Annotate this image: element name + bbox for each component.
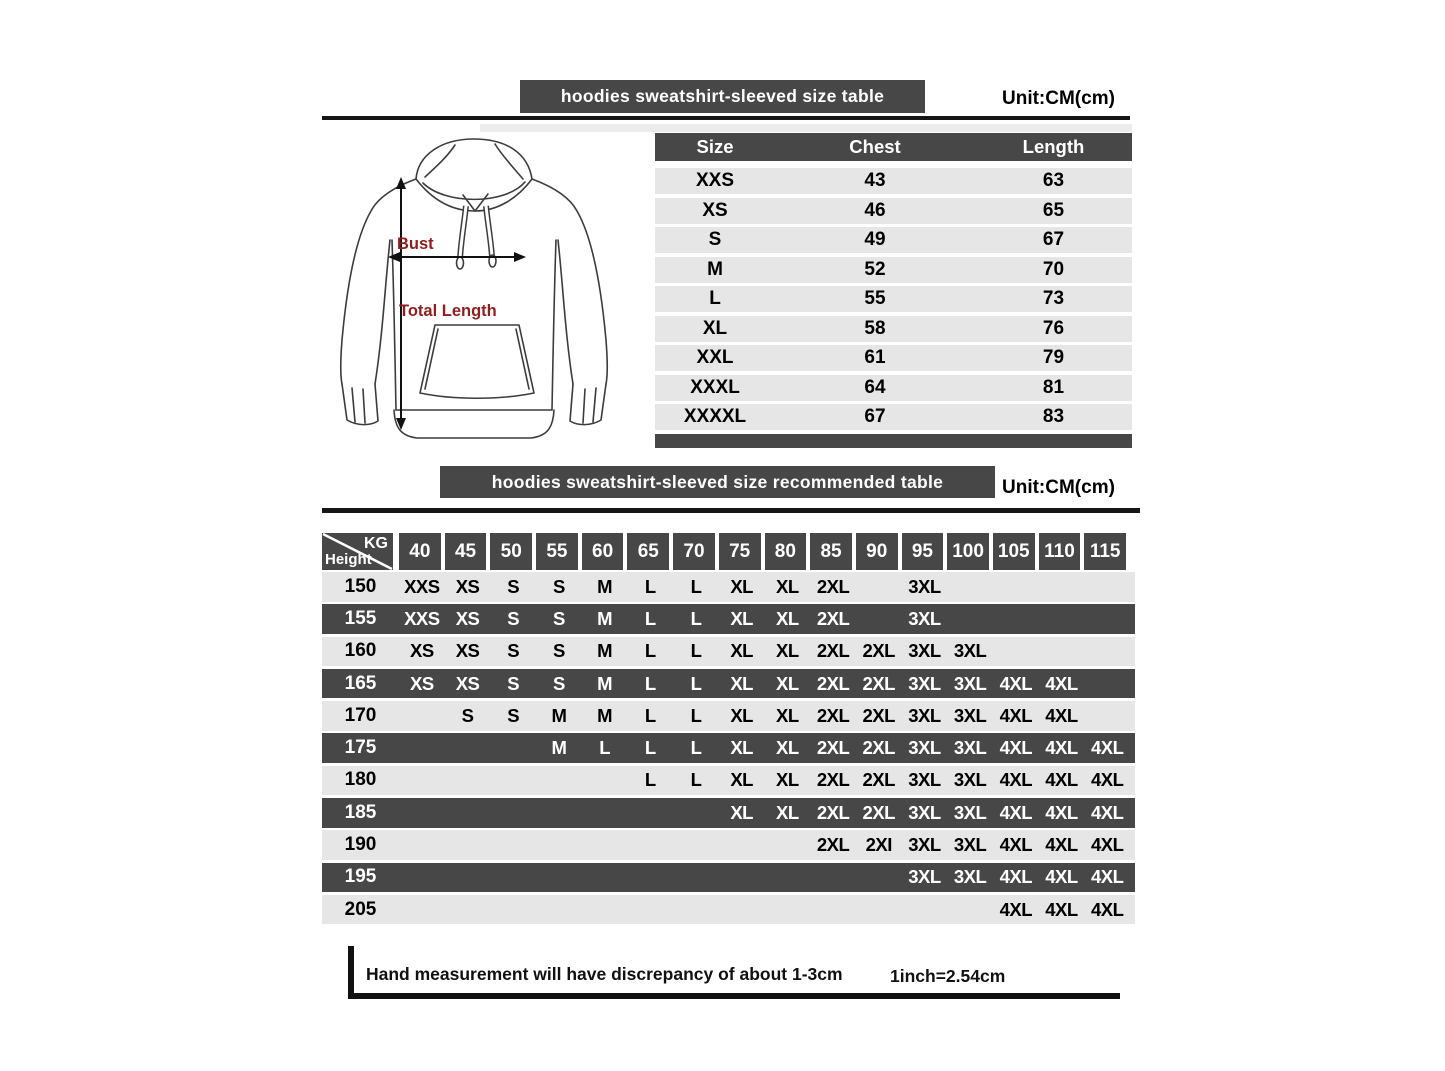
recommend-size-cell: L (644, 769, 656, 791)
recommend-size-cell: L (690, 672, 702, 694)
recommend-size-cell: 4XL (999, 834, 1032, 856)
recommend-size-cell: 4XL (999, 866, 1032, 888)
column-header-length: Length (1022, 136, 1085, 157)
size-table-bottom-bar (655, 434, 1132, 448)
size-table-row (655, 198, 1132, 224)
size-table-cell-length: 73 (1042, 288, 1065, 309)
recommend-size-cell: 2XL (816, 704, 850, 726)
recommend-size-cell: 4XL (1045, 898, 1078, 920)
weight-header-cell: 85 (810, 533, 852, 570)
matrix-header-row (322, 533, 1135, 570)
recommend-size-cell: 2XL (816, 834, 850, 856)
recommend-size-cell: 2XL (862, 769, 895, 791)
recommend-size-cell: 2XL (816, 608, 850, 630)
recommend-size-cell: XL (730, 608, 753, 630)
recommend-row (322, 669, 1135, 699)
weight-header-cell: 55 (536, 533, 578, 570)
recommend-size-cell: 3XL (953, 640, 987, 662)
height-label: 170 (344, 704, 377, 726)
hoodie-line-art (325, 133, 640, 458)
recommend-size-cell: 4XL (999, 898, 1032, 920)
recommend-size-cell: L (690, 640, 702, 662)
recommend-size-cell: M (597, 608, 613, 630)
recommend-size-cell: XS (410, 672, 434, 694)
size-table-cell-chest: 43 (864, 170, 886, 191)
recommend-size-cell: 3XL (908, 640, 941, 662)
recommend-size-cell: L (599, 737, 610, 759)
matrix-body (322, 572, 1135, 924)
footer-horizontal-line (348, 993, 1120, 999)
size-table-row (655, 257, 1132, 283)
size-table-cell-chest: 49 (864, 229, 886, 250)
recommend-size-cell: 4XL (1090, 834, 1124, 856)
recommend-size-cell: S (552, 672, 565, 694)
recommend-row (322, 830, 1135, 860)
size-table-cell-chest: 46 (864, 199, 886, 221)
recommend-size-cell: S (507, 575, 520, 597)
size-table-title: hoodies sweatshirt-sleeved size table (560, 86, 885, 106)
size-table-cell-chest: 61 (864, 347, 886, 368)
recommend-size-cell: 3XL (953, 737, 987, 759)
recommend-size-cell: L (644, 737, 656, 759)
recommend-size-cell: 3XL (953, 801, 987, 823)
recommend-size-cell: XXS (404, 608, 440, 630)
size-table (655, 133, 1132, 448)
drawstrings (457, 206, 497, 269)
recommend-size-cell: 3XL (908, 737, 941, 759)
column-header-chest: Chest (849, 136, 901, 157)
recommend-size-cell: L (644, 575, 656, 597)
height-label: 165 (344, 672, 377, 694)
recommend-size-cell: 2XL (816, 801, 850, 823)
recommend-size-cell: XL (776, 704, 799, 726)
size-table-cell-size: XXL (696, 347, 734, 368)
weight-header-cell: 100 (947, 533, 989, 570)
recommend-size-cell: 4XL (1090, 769, 1124, 791)
recommend-size-cell: XL (776, 737, 799, 759)
recommend-size-cell: 2XL (862, 801, 895, 823)
recommend-size-cell: XL (776, 801, 799, 823)
recommend-size-cell: XL (730, 640, 753, 662)
divider-line-bottom (322, 508, 1140, 513)
recommend-size-cell: 3XL (953, 866, 987, 888)
size-table-cell-size: S (708, 229, 722, 250)
size-table-cell-chest: 55 (864, 288, 886, 309)
weight-header-cell: 45 (445, 533, 487, 570)
recommend-size-cell: 2XL (816, 737, 850, 759)
recommend-size-cell: S (507, 608, 520, 630)
height-label: 180 (344, 769, 377, 791)
weight-header-cell: 60 (582, 533, 624, 570)
recommend-size-cell: XL (776, 608, 799, 630)
recommend-size-cell: 3XL (908, 866, 941, 888)
weight-header-cell: 115 (1084, 533, 1126, 570)
recommend-size-cell: L (690, 704, 702, 726)
recommend-size-cell: XL (776, 672, 799, 694)
recommend-size-cell: 4XL (1090, 737, 1124, 759)
recommend-row (322, 572, 1135, 602)
recommend-size-cell: M (551, 737, 567, 759)
weight-header-cell: 75 (719, 533, 761, 570)
size-table-cell-length: 63 (1042, 170, 1065, 191)
size-table-row (655, 168, 1132, 194)
recommend-size-cell: S (507, 672, 520, 694)
hoodie-measurement-diagram (325, 133, 640, 458)
weight-header-cell: 110 (1039, 533, 1081, 570)
recommend-size-cell: 3XL (908, 834, 941, 856)
height-label: 155 (344, 608, 377, 630)
recommend-size-cell: XL (730, 737, 753, 759)
recommend-size-cell: S (461, 704, 474, 726)
size-table-row (655, 316, 1132, 342)
recommend-size-cell: M (551, 704, 567, 726)
recommend-size-cell: 4XL (999, 704, 1032, 726)
recommend-size-cell: 4XL (999, 672, 1032, 694)
size-table-row (655, 375, 1132, 401)
recommend-size-cell: S (507, 640, 520, 662)
weight-header-cell: 95 (902, 533, 944, 570)
height-label: 190 (344, 834, 377, 856)
weight-header-cell: 105 (993, 533, 1035, 570)
size-table-cell-size: M (707, 258, 723, 280)
recommend-size-cell: 4XL (1090, 898, 1124, 920)
recommend-size-cell: 2XL (862, 640, 895, 662)
height-label: 195 (344, 866, 377, 888)
height-label: 160 (344, 640, 377, 662)
size-table-cell-length: 76 (1042, 317, 1065, 339)
recommend-size-cell: M (597, 640, 613, 662)
recommend-size-cell: XL (776, 640, 799, 662)
weight-header-cell: 65 (627, 533, 669, 570)
size-table-cell-size: XXXXL (683, 406, 747, 427)
recommend-size-cell: 4XL (1045, 769, 1078, 791)
recommend-size-cell: L (690, 575, 702, 597)
size-table-header (655, 133, 1132, 161)
recommend-row (322, 863, 1135, 893)
recommend-size-cell: S (552, 640, 565, 662)
height-label: 175 (344, 737, 377, 759)
recommend-size-cell: L (690, 769, 702, 791)
column-header-size: Size (696, 136, 734, 157)
corner-height-label: Height (325, 551, 372, 568)
recommend-size-cell: M (597, 575, 613, 597)
recommend-size-cell: XS (455, 672, 480, 694)
size-table-cell-chest: 67 (864, 406, 886, 427)
size-table-row (655, 286, 1132, 312)
recommend-size-cell: M (597, 672, 613, 694)
size-table-cell-size: L (709, 288, 721, 309)
recommend-size-cell: 4XL (1045, 737, 1078, 759)
recommend-row (322, 637, 1135, 667)
recommend-size-cell: 3XL (908, 672, 941, 694)
unit-label-top: Unit:CM(cm) (1002, 88, 1115, 109)
recommend-size-cell: XS (455, 608, 480, 630)
recommend-size-cell: 4XL (999, 769, 1032, 791)
size-recommendation-matrix (322, 533, 1135, 924)
recommend-size-cell: 4XL (1045, 866, 1078, 888)
recommend-size-cell: 4XL (1090, 866, 1124, 888)
recommend-row (322, 701, 1135, 731)
size-table-cell-length: 83 (1042, 406, 1065, 427)
recommend-size-cell: 3XL (908, 769, 941, 791)
weight-header-cell: 40 (399, 533, 441, 570)
recommend-size-cell: 2XL (816, 769, 850, 791)
recommend-size-cell: S (507, 704, 520, 726)
recommend-size-cell: 3XL (908, 608, 941, 630)
recommend-size-cell: XL (776, 769, 799, 791)
recommend-size-cell: L (644, 704, 656, 726)
height-label: 205 (344, 898, 377, 920)
size-table-cell-chest: 58 (864, 317, 886, 339)
recommend-size-cell: 4XL (999, 801, 1032, 823)
size-table-cell-size: XL (702, 317, 728, 339)
measurement-note: Hand measurement will have discrepancy of about 1-3cm (366, 964, 843, 984)
weight-header-cell: 70 (673, 533, 715, 570)
weight-header-cell: 50 (490, 533, 532, 570)
size-table-row (655, 345, 1132, 371)
total-length-label: Total Length (399, 302, 497, 320)
size-table-cell-length: 65 (1042, 199, 1065, 221)
recommend-size-cell: XS (455, 640, 480, 662)
recommend-size-cell: XL (730, 769, 753, 791)
recommend-size-cell: L (644, 672, 656, 694)
size-table-cell-length: 79 (1042, 347, 1065, 368)
recommend-size-cell: 4XL (1045, 834, 1078, 856)
height-label: 185 (344, 801, 377, 823)
recommend-row (322, 733, 1135, 763)
size-table-cell-size: XS (702, 199, 728, 221)
recommend-size-cell: L (690, 608, 702, 630)
bust-label: Bust (397, 235, 434, 253)
size-table-cell-length: 81 (1042, 376, 1065, 398)
recommend-size-cell: L (690, 737, 702, 759)
recommend-row (322, 766, 1135, 796)
size-table-row (655, 404, 1132, 430)
recommend-size-cell: 2XI (865, 834, 892, 856)
recommend-size-cell: 2XL (816, 640, 850, 662)
size-table-cell-chest: 64 (864, 376, 886, 398)
recommend-size-cell: XL (730, 704, 753, 726)
recommend-size-cell: 2XL (862, 737, 895, 759)
height-label: 150 (344, 575, 377, 597)
unit-label-bottom: Unit:CM(cm) (1002, 477, 1115, 498)
recommend-size-cell: XL (730, 672, 753, 694)
size-table-title-bar (520, 80, 925, 113)
recommend-size-cell: XS (410, 640, 434, 662)
table-top-band (480, 124, 1132, 132)
recommended-table-title-bar (440, 466, 995, 498)
size-table-cell-size: XXXL (690, 376, 740, 398)
recommend-size-cell: XXS (404, 575, 440, 597)
size-table-cell-length: 67 (1042, 229, 1065, 250)
size-table-cell-length: 70 (1042, 258, 1065, 280)
recommend-size-cell: 3XL (953, 834, 987, 856)
recommend-row (322, 798, 1135, 828)
size-table-body (655, 168, 1132, 430)
recommend-size-cell: 4XL (1045, 672, 1078, 694)
recommend-size-cell: M (597, 704, 613, 726)
recommend-size-cell: 4XL (1045, 704, 1078, 726)
recommend-size-cell: S (552, 608, 565, 630)
recommend-size-cell: XL (730, 801, 753, 823)
recommend-row (322, 604, 1135, 634)
weight-columns (399, 533, 1130, 570)
size-table-cell-chest: 52 (864, 258, 886, 280)
kg-height-corner-cell (322, 533, 393, 570)
recommend-row (322, 895, 1135, 925)
recommend-size-cell: 3XL (953, 769, 987, 791)
recommend-size-cell: 3XL (908, 575, 941, 597)
footer-vertical-bar (348, 946, 354, 998)
size-table-cell-size: XXS (695, 170, 735, 191)
recommend-size-cell: 4XL (1090, 801, 1124, 823)
recommend-size-cell: 2XL (816, 575, 850, 597)
recommend-size-cell: 4XL (1045, 801, 1078, 823)
corner-kg-label: KG (364, 535, 388, 552)
recommend-size-cell: 2XL (862, 672, 895, 694)
recommended-table-title: hoodies sweatshirt-sleeved size recommended table (491, 471, 944, 492)
weight-header-cell: 80 (765, 533, 807, 570)
recommend-size-cell: 2XL (816, 672, 850, 694)
recommend-size-cell: XL (776, 575, 799, 597)
recommend-size-cell: XS (455, 575, 480, 597)
recommend-size-cell: L (644, 608, 656, 630)
size-table-row (655, 227, 1132, 253)
recommend-size-cell: 3XL (908, 704, 941, 726)
recommend-size-cell: 3XL (953, 672, 987, 694)
recommend-size-cell: 4XL (999, 737, 1032, 759)
inch-conversion-note: 1inch=2.54cm (890, 966, 1006, 986)
recommend-size-cell: 2XL (862, 704, 895, 726)
recommend-size-cell: 3XL (953, 704, 987, 726)
recommend-size-cell: L (644, 640, 656, 662)
weight-header-cell: 90 (856, 533, 898, 570)
recommend-size-cell: S (552, 575, 565, 597)
recommend-size-cell: 3XL (908, 801, 941, 823)
recommend-size-cell: XL (730, 575, 753, 597)
divider-line-top (322, 116, 1130, 120)
